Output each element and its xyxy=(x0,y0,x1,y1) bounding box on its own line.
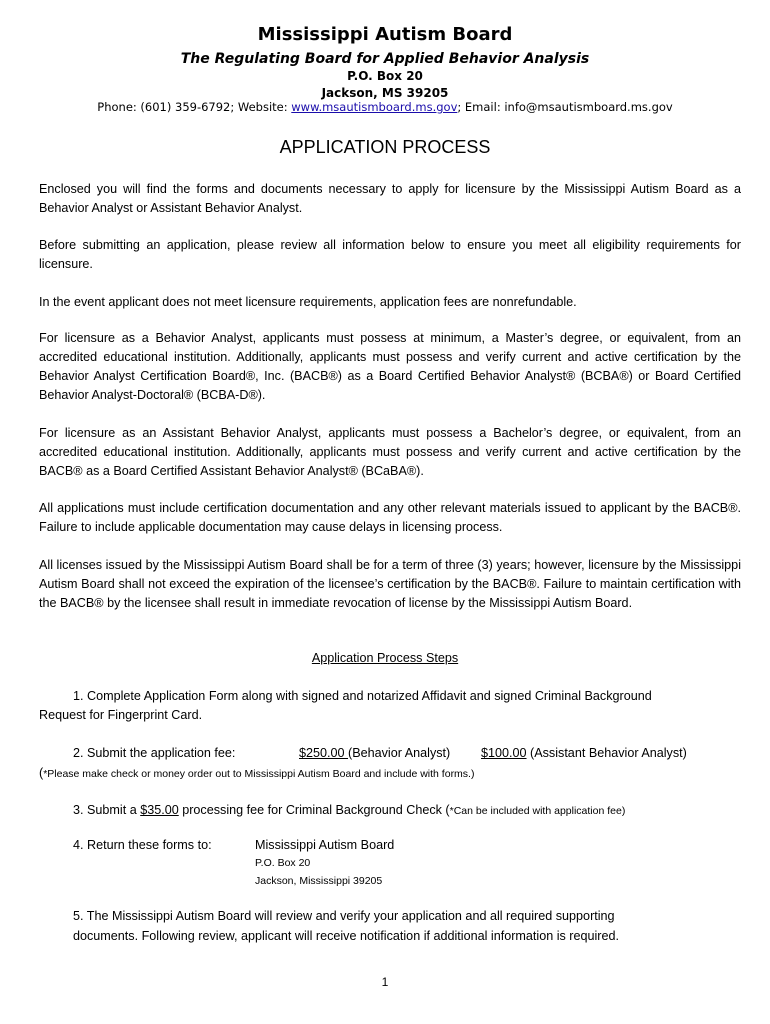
page-number: 1 xyxy=(381,975,389,989)
po-box: P.O. Box 20 xyxy=(347,69,423,83)
page-title: APPLICATION PROCESS xyxy=(279,137,491,157)
contact-line xyxy=(0,100,770,114)
paragraph-documentation: All applications must include certification documentation and any other relevant materials issued to applicant by the BACB®. Failure to include applicable documentation may cause delays in licensing process. xyxy=(39,501,741,534)
step-2-fees xyxy=(299,746,450,760)
step-5-line-1: 5. The Mississippi Autism Board will review and verify your application and all required supporting xyxy=(73,909,615,923)
step-3-label: 3. Submit a xyxy=(73,803,141,817)
step-2-fee-2 xyxy=(481,746,687,760)
fee-assistant-analyst-desc: (Assistant Behavior Analyst) xyxy=(526,746,687,760)
board-subtitle: The Regulating Board for Applied Behavior Analysis xyxy=(180,51,590,67)
paragraph-review: Before submitting an application, please review all information below to ensure you meet all eligibility requirements for licensure. xyxy=(39,238,741,271)
return-address-box: P.O. Box 20 xyxy=(255,857,311,869)
fee-behavior-analyst-desc: (Behavior Analyst) xyxy=(348,746,451,760)
paragraph-assistant-analyst: For licensure as an Assistant Behavior Analyst, applicants must possess a Bachelor’s degree, or equivalent, from an accredited educational institution. Additionally, applicants must possess and verify current and active certification by the BACB® as a Board Certified Assistant Behavior Analyst® (BCaBA®). xyxy=(39,426,741,478)
paragraph-nonrefundable: In the event applicant does not meet licensure requirements, application fees are nonrefundable. xyxy=(39,295,577,309)
return-address-city: Jackson, Mississippi 39205 xyxy=(255,875,383,887)
step-3 xyxy=(73,803,625,817)
city-state: Jackson, MS 39205 xyxy=(321,86,449,100)
note-open-paren: ( xyxy=(39,766,44,780)
paragraph-behavior-analyst: For licensure as a Behavior Analyst, applicants must possess at minimum, a Master’s degree, or equivalent, from an accredited educational institution. Additionally, applicants must possess and verify current and active certification by the Behavior Analyst Certification Board®, Inc. (BACB®) as a Board Certified Behavior Analyst® (BCBA®) or Board Certified Behavior Analyst-Doctoral® (BCBA-D®). xyxy=(39,331,741,402)
contact-phone: Phone: (601) 359-6792; Website: xyxy=(97,100,292,114)
board-name: Mississippi Autism Board xyxy=(257,24,513,45)
step-3-desc: processing fee for Criminal Background Check ( xyxy=(178,803,450,817)
return-address-name: Mississippi Autism Board xyxy=(255,838,395,852)
fee-background-check: $35.00 xyxy=(140,803,179,817)
paragraph-intro: Enclosed you will find the forms and documents necessary to apply for licensure by the Mississippi Autism Board as a Behavior Analyst or Assistant Behavior Analyst. xyxy=(39,182,741,215)
contact-email: ; Email: info@msautismboard.ms.gov xyxy=(457,100,673,114)
step-5-line-2: documents. Following review, applicant will receive notification if additional information is required. xyxy=(73,929,620,943)
step-3-note: *Can be included with application fee) xyxy=(449,805,626,817)
step-1-line-1: 1. Complete Application Form along with signed and notarized Affidavit and signed Criminal Background xyxy=(73,689,652,703)
step-2-note xyxy=(39,766,474,780)
steps-heading: Application Process Steps xyxy=(311,651,459,665)
step-1-line-2: Request for Fingerprint Card. xyxy=(39,708,203,722)
fee-assistant-analyst: $100.00 xyxy=(481,746,527,760)
paragraph-license-term: All licenses issued by the Mississippi Autism Board shall be for a term of three (3) years; however, licensure by the Mississippi Autism Board shall not exceed the expiration of the licensee’s certification by the BACB®. Failure to maintain certification with the BACB® by the licensee shall result in immediate revocation of license by the Mississippi Autism Board. xyxy=(39,558,741,610)
payment-note: *Please make check or money order out to Mississippi Autism Board and include with forms.) xyxy=(43,768,475,780)
step-2-label: 2. Submit the application fee: xyxy=(73,746,236,760)
fee-behavior-analyst: $250.00 xyxy=(299,746,349,760)
step-4-label: 4. Return these forms to: xyxy=(73,838,212,852)
website-link[interactable]: www.msautismboard.ms.gov xyxy=(291,100,458,114)
